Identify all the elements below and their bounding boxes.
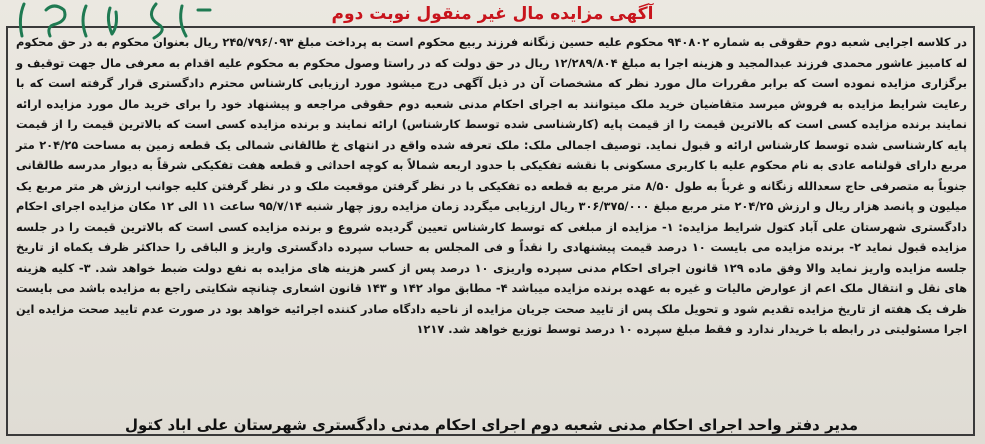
notice-signature: مدیر دفتر واحد اجرای احکام مدنی شعبه دوم اجرای احکام مدنی دادگستری شهرستان علی اباد کتول [124, 416, 858, 434]
notice-title: آگهی مزایده مال غیر منقول نوبت دوم [331, 4, 654, 24]
notice-body: در کلاسه اجرایی شعبه دوم حقوقی به شماره ۹۴۰۸۰۲ محکوم علیه حسین زنگانه فرزند ربیع محکوم است به پرداخت مبلغ ۲۴۵/۷۹۶/۰۹۳ ریال بعنوان محکوم به در حق محکوم له کامبیز عاشور محمدی فرزند عبدالمجید و هزینه اجرا به مبلغ ۱۲/۲۸۹/۸۰۴ ریال در حق دولت که در راستا وصول محکوم به محکوم علیه اقدام به معرفی مال جهت توقیف و برگزاری مزایده نموده است که برابر مقررات مال مورد نظر که مشخصات آن در ذیل آگهی درج میشود مورد ارزیابی کارشناس محترم دادگستری قرار گرفته است که با رعایت شرایط مزایده به فروش میرسد متقاضیان خرید ملک میتوانند به اجرای احکام مدنی شعبه دوم حقوقی مراجعه و پیشنهاد خود را برای خرید مال مورد مزایده ارائه نمایند برنده مزایده کسی است که بالاترین قیمت را از قیمت پایه (کارشناسی شده توسط کارشناس) ارائه نمایند و برنده مزایده کسی است که بالاترین قیمت را از قیمت پایه کارشناسی شده توسط کارشناس ارائه و قبول نماید. توصیف اجمالی ملک: ملک تعرفه شده واقع در انتهای خ طالقانی شمالی یک قطعه زمین به مساحت ۲۰۴/۲۵ متر مربع دارای قولنامه عادی به نام محکوم علیه با کاربری مسکونی با نقشه تفکیکی با حدود اربعه شمالاً به کوچه احداثی و قطعه هفت تفکیکی شرقاً به دیوار مدرسه طالقانی جنوباً به متصرفی حاج سعدالله زنگانه و غرباً به طول ۸/۵۰ متر مربع به قطعه ده تفکیکی با در نظر گرفتن موقعیت ملک و در نظر گرفتن کلیه جوانب ارزش هر متر مربع یک میلیون و پانصد هزار ریال و ارزش ۲۰۴/۲۵ متر مربع مبلغ ۳۰۶/۳۷۵/۰۰۰ ریال ارزیابی میگردد زمان مزایده روز چهار شنبه ۹۵/۷/۱۴ ساعت ۱۱ الی ۱۲ مکان مزایده اجرای احکام دادگستری شهرستان علی آباد کتول شرایط مزایده: ۱- مزایده از مبلغی که توسط کارشناس تعیین گردیده شروع و برنده مزایده کسی است که بالاترین قیمت را در جلسه مزایده قبول نماید ۲- برنده مزایده می بایست ۱۰ درصد قیمت پیشنهادی را نقداً و فی المجلس به حساب سپرده دادگستری واریز و الباقی را حداکثر ظرف یکماه از تاریخ جلسه مزایده واریز نماید والا وفق ماده ۱۲۹ قانون اجرای احکام مدنی سپرده واریزی ۱۰ درصد پس از کسر هزینه های مزایده به نفع دولت ضبط خواهد شد. ۳- کلیه هزینه های نقل و انتقال ملک اعم از عوارض مالیات و غیره به عهده برنده مزایده میباشد ۴- مطابق مواد ۱۴۲ و ۱۴۳ قانون اشعاری چنانچه شکایتی راجع به مزایده باشد می بایست ظرف یک هفته از تاریخ مزایده تقدیم شود و تحویل ملک پس از تایید صحت جریان مزایده از ناحیه دادگاه صادر کننده اجرائیه خواهد بود در صورت عدم تایید صحت مزایده این اجرا مسئولیتی در رابطه با خریدار ندارد و فقط مبلغ سپرده ۱۰ درصد توسط توزیع خواهد شد. ۱۲۱۷ [16, 35, 967, 336]
